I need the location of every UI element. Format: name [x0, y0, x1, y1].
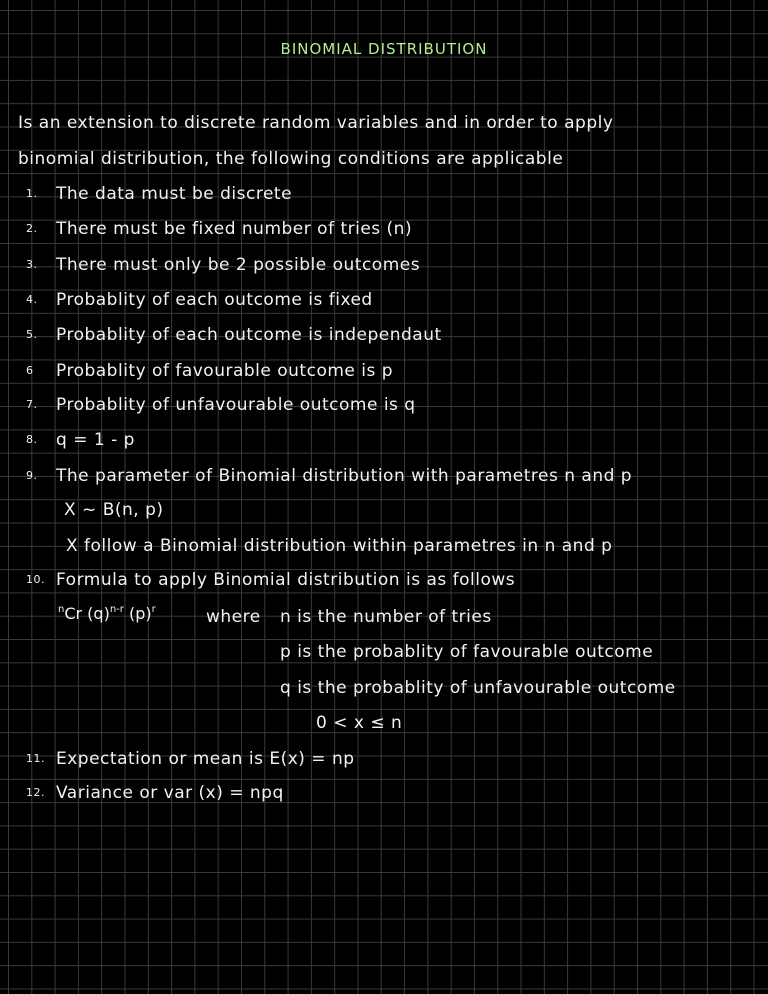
- item-number: 4.: [26, 293, 38, 306]
- list-item: [26, 183, 292, 205]
- item-text: Probablity of unfavourable outcome is q: [56, 395, 416, 415]
- list-item: [26, 218, 412, 240]
- notation-description: X follow a Binomial distribution within parametres in n and p: [66, 536, 613, 556]
- item-number: 7.: [26, 398, 38, 411]
- intro-line-1: Is an extension to discrete random variables and in order to apply: [18, 113, 614, 133]
- formula-n: n: [58, 604, 65, 615]
- where-line-q: q is the probablity of unfavourable outcome: [280, 678, 676, 698]
- list-item: [26, 360, 393, 382]
- range-condition: 0 < x ≤ n: [316, 713, 403, 733]
- item-text: Formula to apply Binomial distribution is as follows: [56, 570, 516, 590]
- list-item: [26, 569, 515, 591]
- item-number: 10.: [26, 573, 45, 586]
- list-item: [26, 429, 135, 451]
- item-text: Probablity of each outcome is fixed: [56, 290, 373, 310]
- formula-r: r: [151, 604, 156, 615]
- binomial-notation: X ~ B(n, p): [64, 500, 164, 520]
- list-item: [26, 465, 632, 487]
- item-text: Probablity of each outcome is independaut: [56, 325, 442, 345]
- item-number: 3.: [26, 258, 38, 271]
- item-number: 2.: [26, 222, 38, 235]
- formula-cr: Cr (q): [64, 604, 110, 623]
- page-title: BINOMIAL DISTRIBUTION: [280, 40, 488, 58]
- item-number: 1.: [26, 187, 38, 200]
- binomial-formula: [58, 604, 156, 623]
- where-line-n: n is the number of tries: [280, 607, 492, 627]
- item-number: 6: [26, 364, 34, 377]
- item-text: q = 1 - p: [56, 430, 135, 450]
- item-text: Expectation or mean is E(x) = np: [56, 749, 355, 769]
- list-item: [26, 748, 355, 770]
- item-text: There must be fixed number of tries (n): [56, 219, 413, 239]
- item-number: 12.: [26, 786, 45, 799]
- list-item: [26, 289, 373, 311]
- where-line-p: p is the probablity of favourable outcome: [280, 642, 654, 662]
- item-number: 9.: [26, 469, 38, 482]
- item-text: Probablity of favourable outcome is p: [56, 361, 394, 381]
- list-item: [26, 324, 442, 346]
- list-item: [26, 254, 420, 276]
- item-text: The parameter of Binomial distribution with parametres n and p: [56, 466, 633, 486]
- item-number: 11.: [26, 752, 45, 765]
- item-number: 8.: [26, 433, 38, 446]
- where-label: where: [206, 607, 261, 627]
- list-item: [26, 782, 284, 804]
- formula-p: (p): [123, 604, 152, 623]
- list-item: [26, 394, 416, 416]
- formula-power: n-r: [109, 604, 124, 615]
- item-number: 5.: [26, 328, 38, 341]
- item-text: Variance or var (x) = npq: [56, 783, 284, 803]
- item-text: The data must be discrete: [56, 184, 293, 204]
- item-text: There must only be 2 possible outcomes: [56, 255, 421, 275]
- intro-line-2: binomial distribution, the following conditions are applicable: [18, 149, 564, 169]
